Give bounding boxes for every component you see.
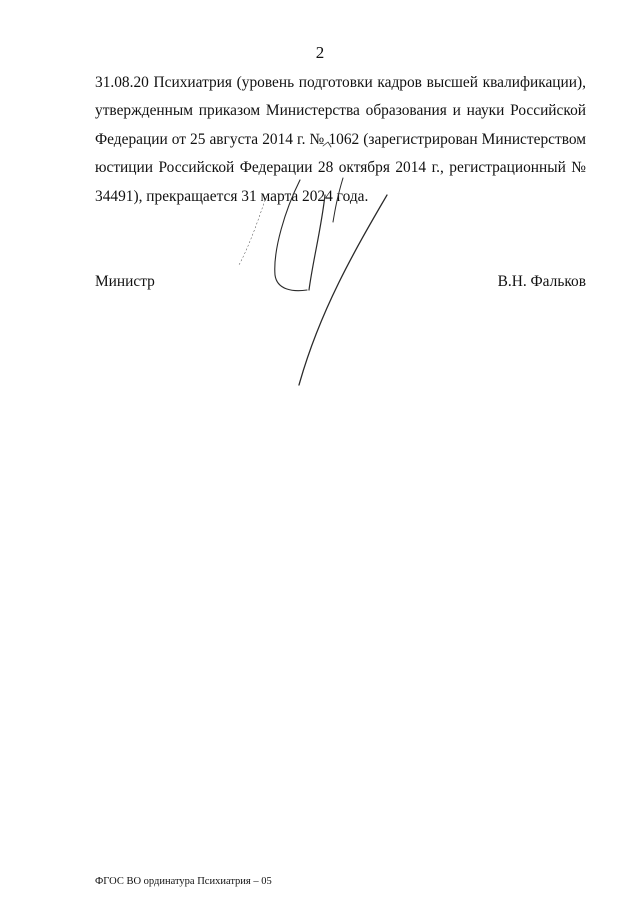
signature-block [95, 273, 586, 295]
document-body-paragraph: 31.08.20 Психиатрия (уровень подготовки кадров высшей квалификации), утвержденным приказом Министерства образования и науки Российской Федерации от 25 августа 2014 г. № 1062 (зарегистрирован Министерством юстиции Российской Федерации 28 октября 2014 г., регистрационный № 34491), прекращается 31 марта 2024 года. [95, 74, 586, 205]
signatory-title: Министр [95, 273, 155, 290]
signatory-name: В.Н. Фальков [497, 273, 586, 290]
page-number: 2 [315, 43, 325, 62]
document-footer: ФГОС ВО ординатура Психиатрия – 05 [95, 876, 272, 887]
